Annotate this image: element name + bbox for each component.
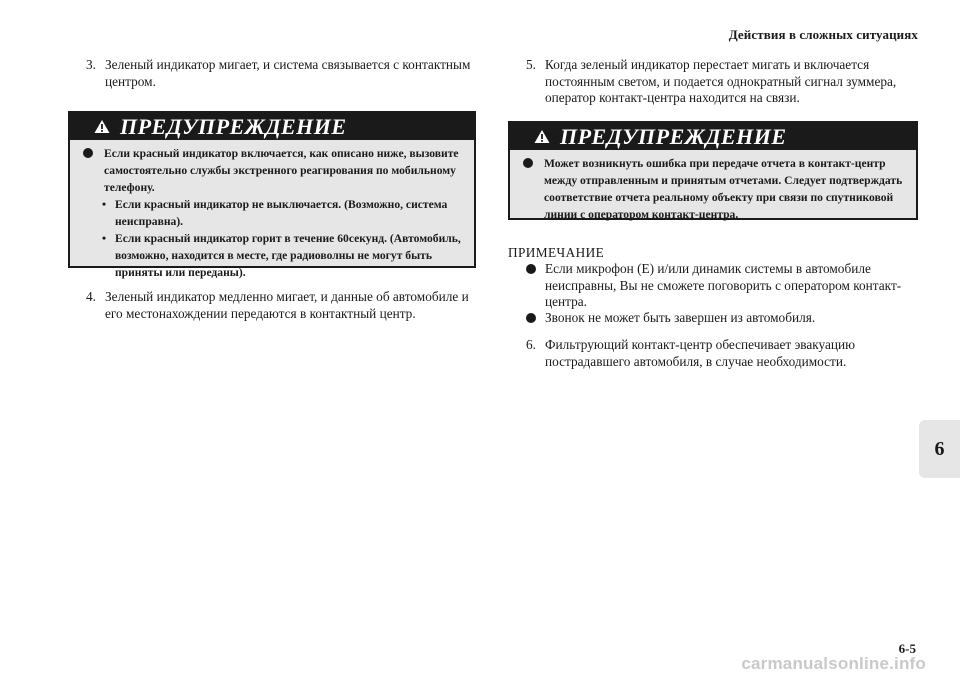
step-number: 6. (526, 337, 536, 352)
chapter-tab: 6 (919, 420, 960, 478)
step-6 (526, 337, 918, 370)
warning-box (508, 121, 918, 220)
warning-triangle-icon (94, 119, 110, 134)
warning-body (70, 140, 474, 281)
warning-sub-item (80, 230, 468, 281)
step-text: Зеленый индикатор мигает, и система связывается с контактным центром. (105, 57, 471, 89)
note-title: ПРИМЕЧАНИЕ (508, 245, 605, 260)
step-text: Когда зеленый индикатор перестает мигать и включается постоянным светом, и подается однократный сигнал зуммера, оператор контакт-центра находится на связи. (545, 57, 897, 105)
note-item (526, 261, 918, 311)
page-number: 6-5 (898, 641, 916, 656)
step-4 (86, 289, 476, 322)
warning-main-item (520, 155, 910, 223)
warning-header (510, 123, 916, 150)
bullet-dot-icon (526, 264, 536, 274)
bullet-icon: • (102, 198, 107, 211)
bullet-dot-icon (526, 313, 536, 323)
warning-main-text: Если красный индикатор включается, как описано ниже, вызовите самостоятельно службы экстренного реагирования по мобильному телефону. (104, 147, 459, 194)
bullet-icon: • (102, 232, 107, 245)
warning-triangle-icon (534, 129, 550, 144)
watermark: carmanualsonline.info (741, 654, 926, 673)
step-text: Зеленый индикатор медленно мигает, и данные об автомобиле и его местонахождении передаются в контактный центр. (105, 289, 469, 321)
step-5 (526, 57, 918, 107)
step-text: Фильтрующий контакт-центр обеспечивает эвакуацию пострадавшего автомобиля, в случае необходимости. (545, 337, 856, 369)
step-number: 3. (86, 57, 96, 72)
page-header-title: Действия в сложных ситуациях (728, 27, 918, 42)
warning-body (510, 150, 916, 223)
step-3 (86, 57, 472, 90)
warning-main-item (80, 145, 468, 196)
warning-sub-item (80, 196, 468, 230)
warning-sub-text: Если красный индикатор не выключается. (Возможно, система неисправна). (115, 198, 448, 228)
warning-box (68, 111, 476, 279)
warning-header (70, 113, 474, 140)
step-number: 4. (86, 289, 96, 304)
bullet-dot-icon (83, 148, 93, 158)
warning-main-text: Может возникнуть ошибка при передаче отчета в контакт-центр между отправленным и принятым отчетами. Следует подтверждать соответствие отчета реальному объекту при связи по спутниковой линии с оператором контакт-центра. (544, 157, 903, 221)
step-number: 5. (526, 57, 536, 72)
note-item (526, 310, 918, 327)
warning-title: ПРЕДУПРЕЖДЕНИЕ (120, 113, 347, 139)
warning-sub-text: Если красный индикатор горит в течение 60секунд. (Автомобиль, возможно, находится в месте, где радиоволны не могут быть приняты или переданы). (115, 232, 461, 279)
bullet-dot-icon (523, 158, 533, 168)
note-text: Если микрофон (Е) и/или динамик системы в автомобиле неисправны, Вы не сможете поговорить с оператором контакт-центра. (545, 261, 902, 309)
warning-title: ПРЕДУПРЕЖДЕНИЕ (560, 123, 787, 149)
note-text: Звонок не может быть завершен из автомобиля. (545, 310, 816, 325)
